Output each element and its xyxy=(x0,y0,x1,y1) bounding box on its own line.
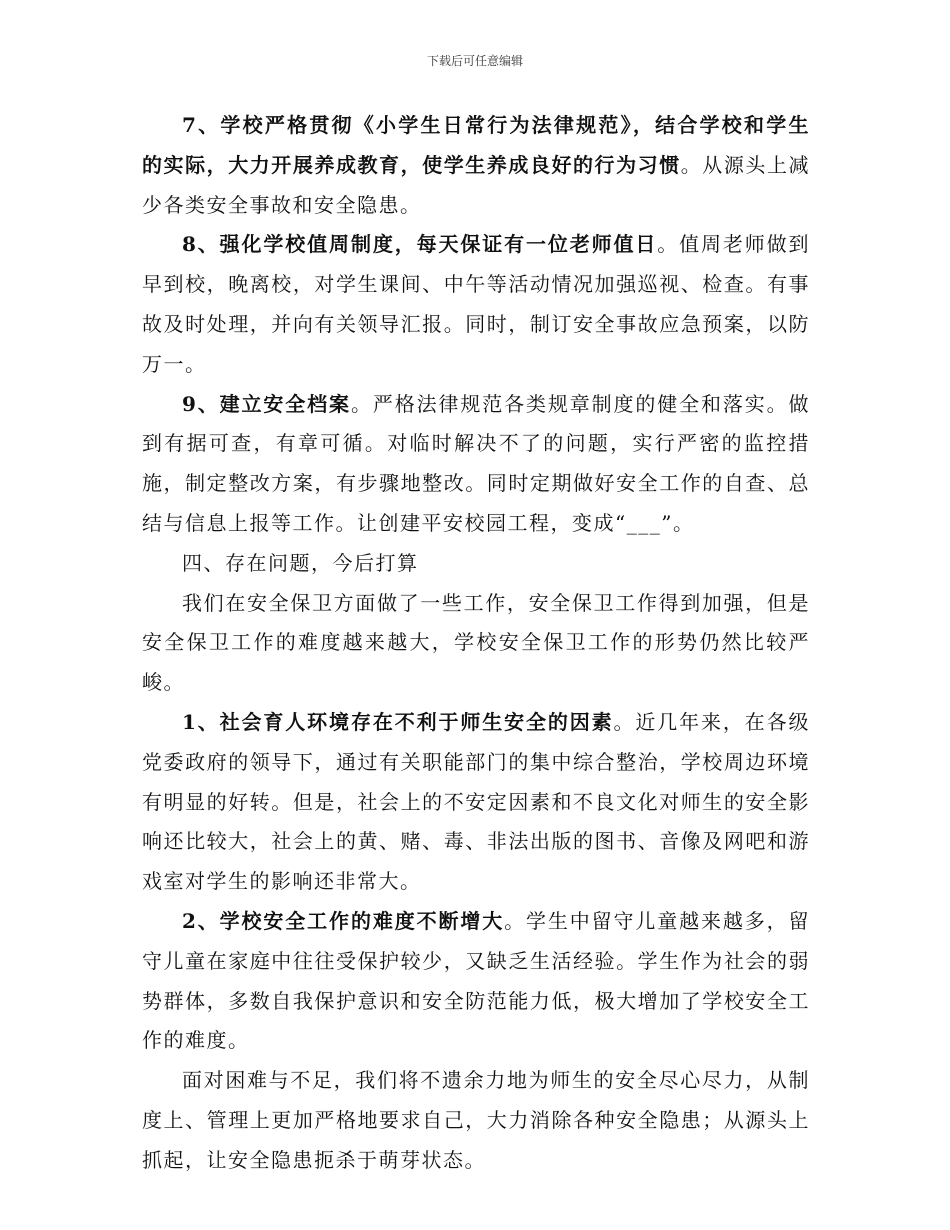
paragraph-conclusion xyxy=(142,1061,810,1180)
paragraph-item-9 xyxy=(142,385,810,544)
paragraph-intro xyxy=(142,584,810,703)
paragraph-heading: 9、建立安全档案 xyxy=(182,391,351,416)
paragraph-heading: 1、社会育人环境存在不利于师生安全的因素 xyxy=(182,709,614,734)
paragraph-heading: 7、学校严格贯彻《小学生日常行为法律规范》，结合学校和学生的实际，大力开展养成教育，使学生养成良好的行为习惯 xyxy=(142,113,810,177)
paragraph-issue-2 xyxy=(142,902,810,1061)
paragraph-text: 。从源头上减少各类安全事故和安全隐患。 xyxy=(142,152,811,217)
section-heading xyxy=(142,544,810,584)
paragraph-text: 面对困难与不足，我们将不遗余力地为师生的安全尽心尽力，从制度上、管理上更加严格地要求自己，大力消除各种安全隐患；从源头上抓起，让安全隐患扼杀于萌芽状态。 xyxy=(142,1068,810,1172)
paragraph-heading: 8、强化学校值周制度，每天保证有一位老师值日 xyxy=(182,232,658,257)
paragraph-item-8 xyxy=(142,225,810,384)
paragraph-text: 我们在安全保卫方面做了一些工作，安全保卫工作得到加强，但是安全保卫工作的难度越来越大，学校安全保卫工作的形势仍然比较严峻。 xyxy=(142,590,810,695)
paragraph-item-7 xyxy=(142,106,810,225)
document-body xyxy=(142,106,810,1181)
paragraph-text: 。严格法律规范各类规章制度的健全和落实。做到有据可查，有章可循。对临时解决不了的问题，实行严密的监控措施，制定整改方案，有步骤地整改。同时定期做好安全工作的自查、总结与信息上报等工作。让创建平安校园工程，变成“___”。 xyxy=(142,391,811,535)
section-heading-text: 四、存在问题，今后打算 xyxy=(182,550,419,575)
paragraph-text: 。值周老师做到早到校，晚离校，对学生课间、中午等活动情况加强巡视、检查。有事故及时处理，并向有关领导汇报。同时，制订安全事故应急预案，以防万一。 xyxy=(142,232,811,376)
paragraph-text: 。近几年来，在各级党委政府的领导下，通过有关职能部门的集中综合整治，学校周边环境有明显的好转。但是，社会上的不安定因素和不良文化对师生的安全影响还比较大，社会上的黄、赌、毒、非法出版的图书、音像及网吧和游戏室对学生的影响还非常大。 xyxy=(142,709,811,894)
page-header: 下载后可任意编辑 xyxy=(426,54,523,68)
paragraph-issue-1 xyxy=(142,703,810,902)
paragraph-text: 。学生中留守儿童越来越多，留守儿童在家庭中往往受保护较少，又缺乏生活经验。学生作为社会的弱势群体，多数自我保护意识和安全防范能力低，极大增加了学校安全工作的难度。 xyxy=(142,908,811,1053)
paragraph-heading: 2、学校安全工作的难度不断增大 xyxy=(182,908,505,933)
